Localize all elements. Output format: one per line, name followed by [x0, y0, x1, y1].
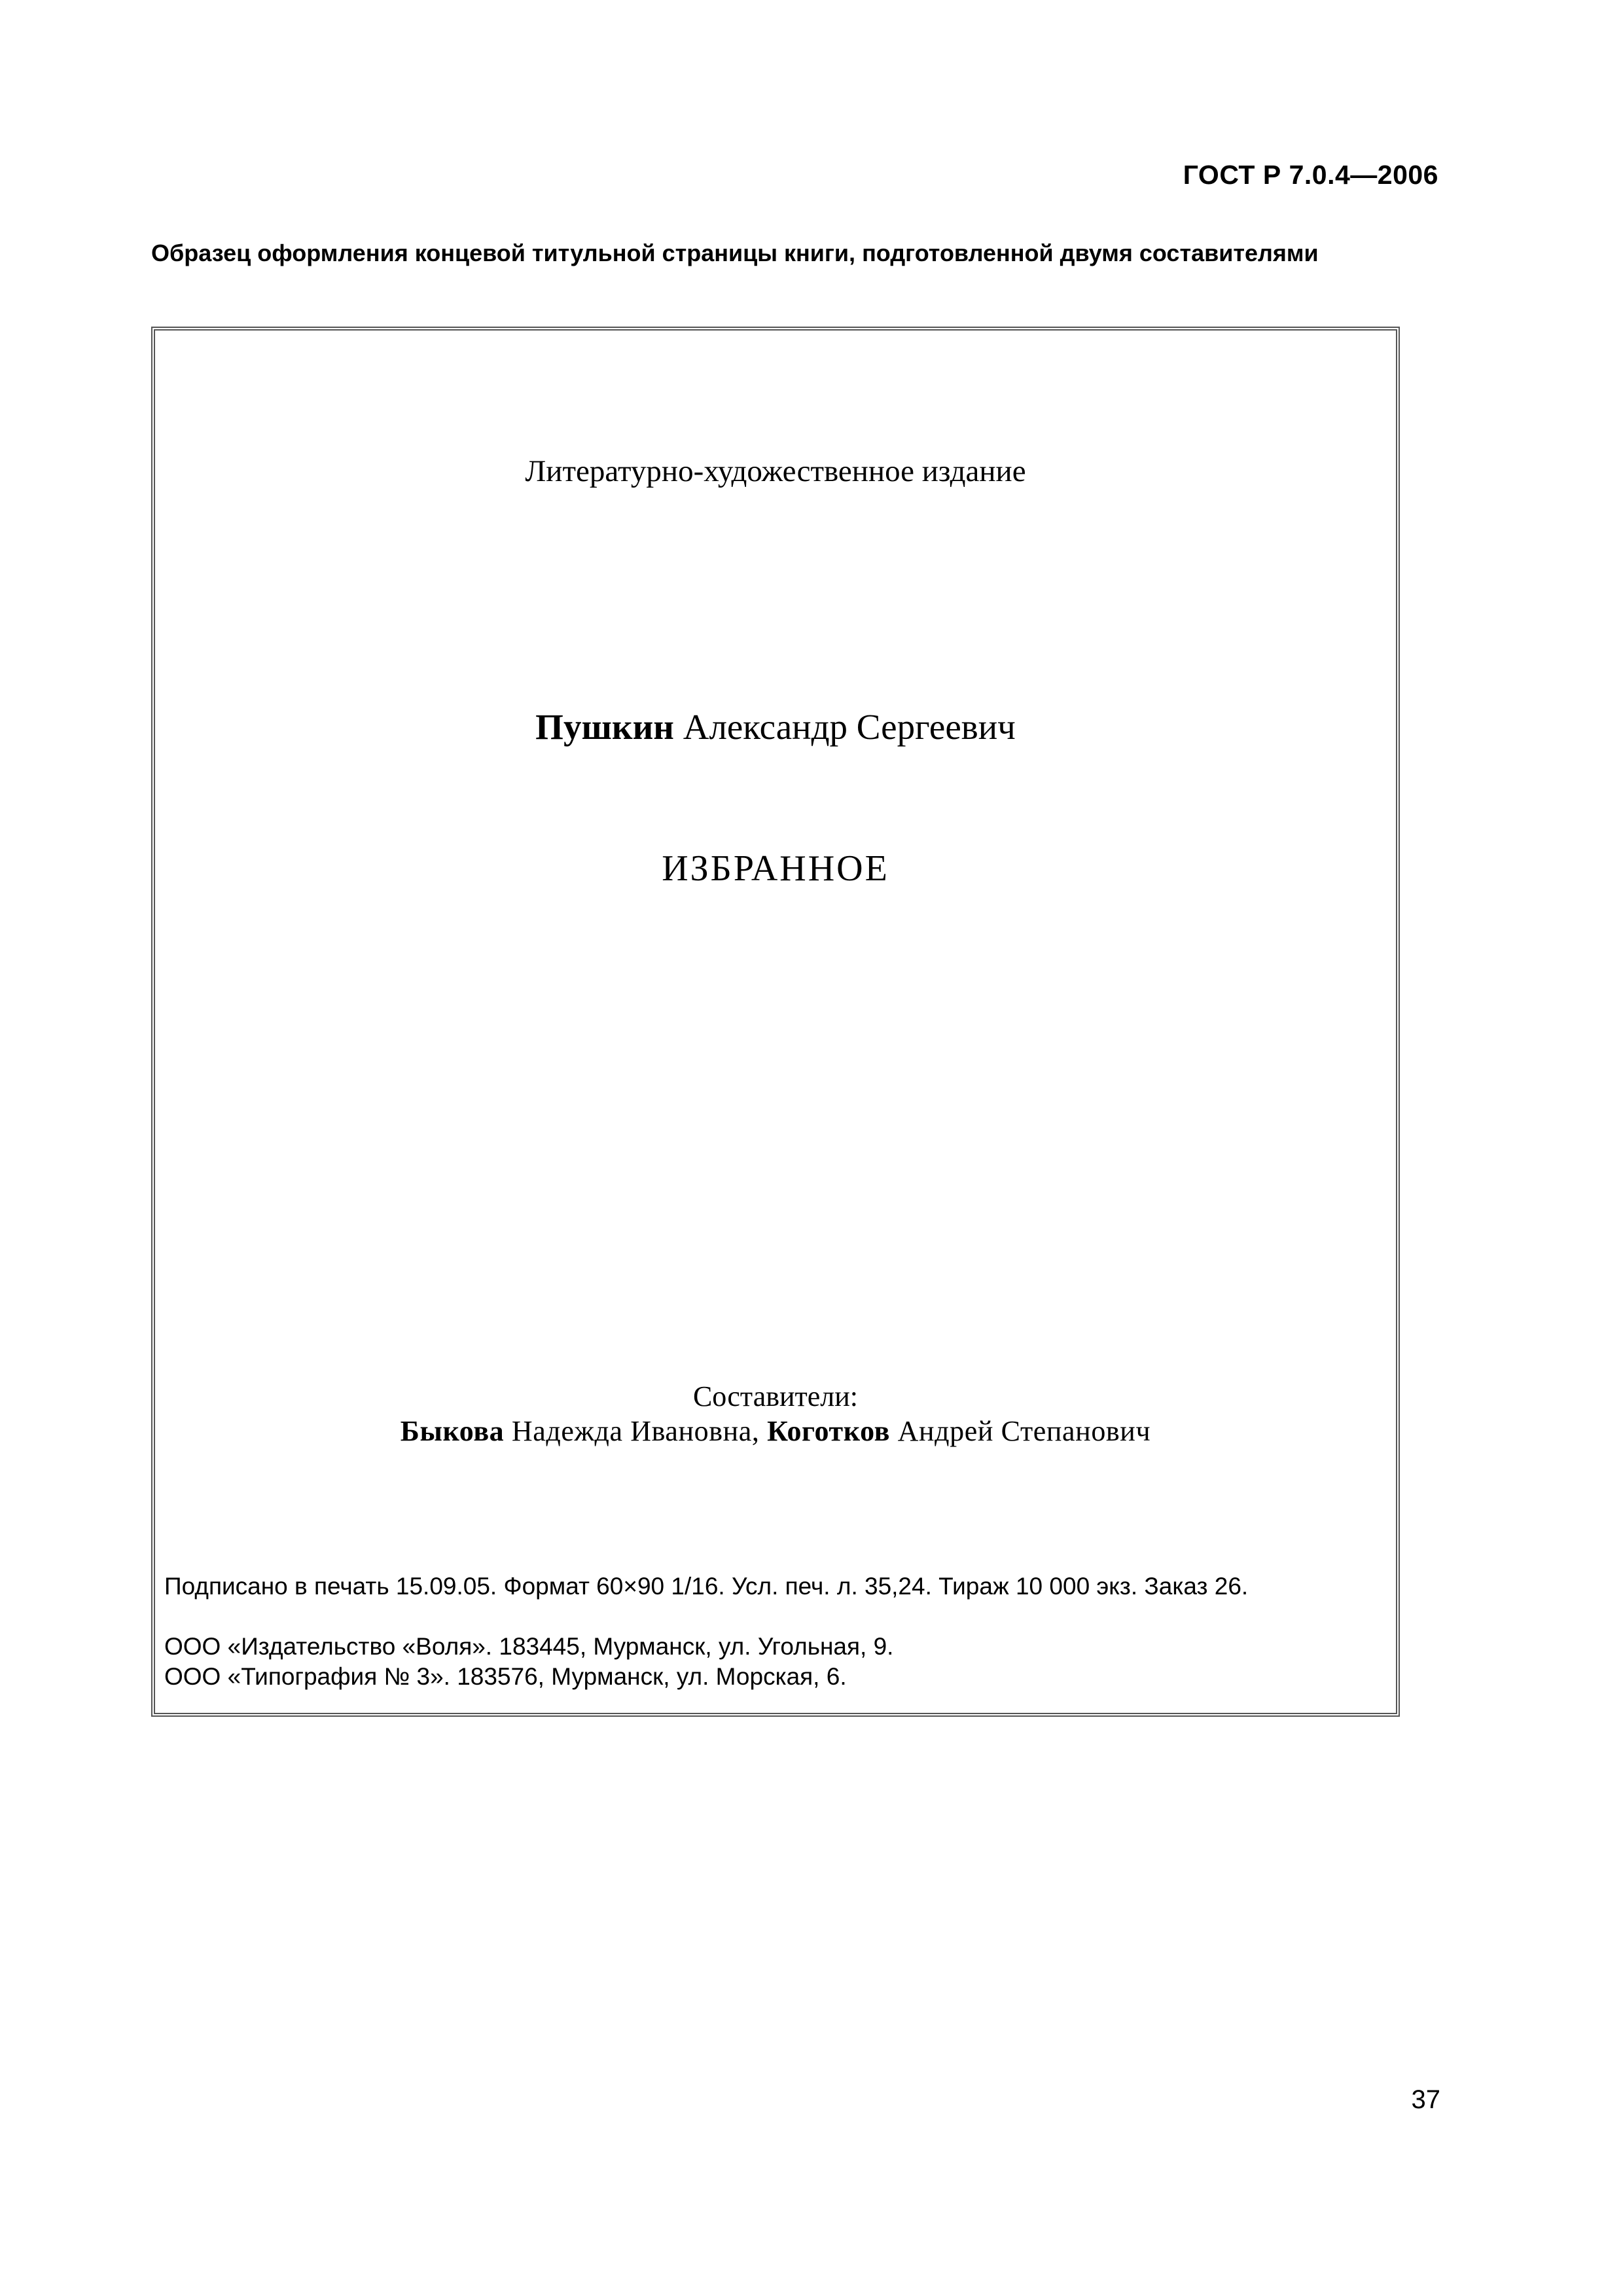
- imprint-print-data: Подписано в печать 15.09.05. Формат 60×90 1/16. Усл. печ. л. 35,24. Тираж 10 000 экз. Заказ 26.: [164, 1573, 1249, 1600]
- compiler1-surname: Быкова: [400, 1415, 505, 1447]
- compilers-names: [155, 1414, 1396, 1448]
- book-title: ИЗБРАННОЕ: [662, 848, 889, 889]
- imprint-printer: ООО «Типография № 3». 183576, Мурманск, ул. Морская, 6.: [164, 1663, 847, 1690]
- page-number: 37: [1411, 2085, 1440, 2114]
- sample-page-frame: [151, 327, 1400, 1717]
- compilers-label: Составители:: [692, 1380, 859, 1412]
- standard-code: ГОСТ Р 7.0.4—2006: [1183, 160, 1438, 190]
- author-given-names: Александр Сергеевич: [673, 707, 1016, 747]
- imprint-publisher: ООО «Издательство «Воля». 183445, Мурманск, ул. Угольная, 9.: [164, 1633, 894, 1660]
- author-name: [155, 706, 1396, 747]
- compiler2-given-names: Андрей Степанович: [890, 1415, 1151, 1447]
- compiler2-surname: Коготков: [767, 1415, 890, 1447]
- compiler1-given-names: Надежда Ивановна,: [504, 1415, 768, 1447]
- author-surname: Пушкин: [535, 707, 674, 747]
- edition-type: Литературно-художественное издание: [525, 454, 1026, 488]
- sample-caption: Образец оформления концевой титульной страницы книги, подготовленной двумя составителями: [151, 240, 1319, 266]
